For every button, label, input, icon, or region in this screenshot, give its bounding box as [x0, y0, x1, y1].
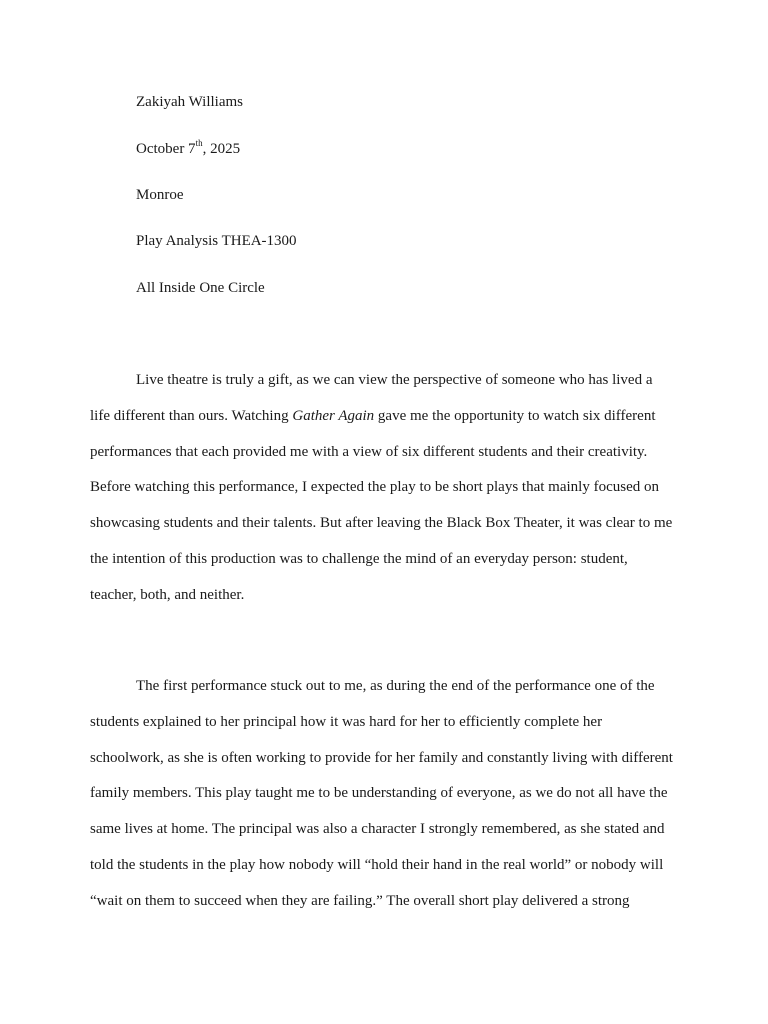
paragraph-line: Live theatre is truly a gift, as we can view the perspective of someone who has lived a	[136, 372, 653, 388]
paragraph-line: teacher, both, and neither.	[90, 586, 245, 603]
paragraph-1	[90, 371, 690, 622]
play-title-italic: Gather Again	[292, 407, 375, 424]
paragraph-line: showcasing students and their talents. But after leaving the Black Box Theater, it was clear to me	[90, 515, 673, 532]
submission-date	[136, 140, 240, 158]
date-month-day: October 7	[136, 141, 196, 157]
paragraph-2	[90, 677, 690, 928]
paragraph-line: schoolwork, as she is often working to provide for her family and constantly living with different	[90, 749, 673, 766]
essay-title: All Inside One Circle	[136, 280, 265, 296]
date-ordinal: th	[195, 138, 203, 148]
paragraph-line: same lives at home. The principal was also a character I strongly remembered, as she stated and	[90, 821, 665, 838]
paragraph-line: the intention of this production was to challenge the mind of an everyday person: student,	[90, 550, 628, 567]
instructor-name: Monroe	[136, 187, 184, 203]
author-name: Zakiyah Williams	[136, 94, 244, 110]
paragraph-line: told the students in the play how nobody will “hold their hand in the real world” or nobody will	[90, 856, 664, 873]
course-name: Play Analysis THEA-1300	[136, 233, 297, 249]
date-year: , 2025	[202, 141, 241, 157]
paragraph-line: Before watching this performance, I expected the play to be short plays that mainly focused on	[90, 479, 659, 496]
paragraph-line: life different than ours. Watching Gather Again gave me the opportunity to watch six different	[90, 407, 656, 424]
paragraph-line: performances that each provided me with a view of six different students and their creativity.	[90, 443, 648, 460]
paragraph-line: The first performance stuck out to me, as during the end of the performance one of the	[136, 678, 655, 694]
paragraph-line: “wait on them to succeed when they are failing.” The overall short play delivered a strong	[90, 892, 630, 909]
paragraph-line: students explained to her principal how it was hard for her to efficiently complete her	[90, 713, 603, 730]
paragraph-line: family members. This play taught me to be understanding of everyone, as we do not all have the	[90, 785, 668, 802]
